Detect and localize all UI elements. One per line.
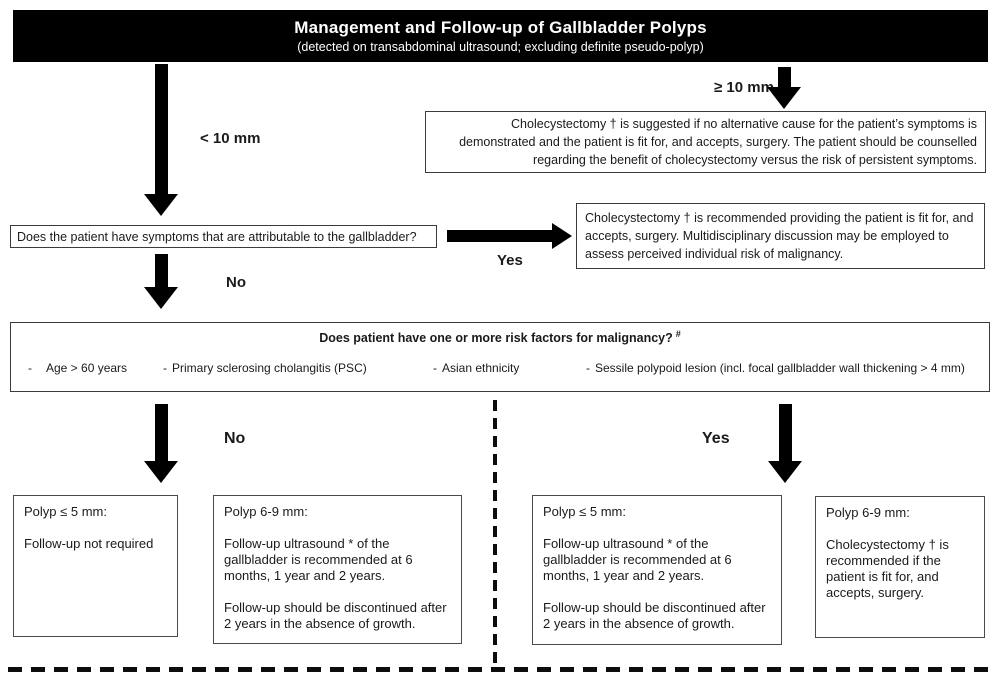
arrow-head xyxy=(144,461,178,483)
no-down-arrow-icon xyxy=(144,254,178,309)
bullet-dash: - xyxy=(433,361,437,375)
lt10-label: < 10 mm xyxy=(200,130,261,147)
lt10-down-arrow-icon xyxy=(144,64,178,216)
risk-factors-box xyxy=(10,322,990,392)
no-risk-down-arrow-icon xyxy=(144,404,178,483)
outcome-box-yes-polyp-le5 xyxy=(532,495,782,645)
outcome-text: Follow-up should be discontinued after 2 years in the absence of growth. xyxy=(224,600,447,631)
yes-symptoms-label: Yes xyxy=(497,252,523,269)
outcome-title: Polyp ≤ 5 mm: xyxy=(543,504,626,519)
risk-factor-item xyxy=(433,361,519,375)
title-banner xyxy=(13,10,988,62)
outcome-box-yes-polyp-6-9 xyxy=(815,496,985,638)
outcome-text: Follow-up should be discontinued after 2 years in the absence of growth. xyxy=(543,600,766,631)
arrow-head xyxy=(144,287,178,309)
outcome-text: Cholecystectomy † is recommended if the patient is fit for, and accepts, surgery. xyxy=(826,537,949,600)
outcome-text: Follow-up ultrasound * of the gallbladder is recommended at 6 months, 1 year and 2 years. xyxy=(543,536,732,583)
arrow-head xyxy=(768,461,802,483)
bullet-dash: - xyxy=(163,361,167,375)
bullet-dash: - xyxy=(28,361,32,375)
page-title: Management and Follow-up of Gallbladder Polyps xyxy=(294,18,707,37)
outcome-title: Polyp ≤ 5 mm: xyxy=(24,504,107,519)
no-risk-label: No xyxy=(224,430,246,447)
arrow-shaft xyxy=(155,64,168,194)
arrow-head xyxy=(767,87,801,109)
no-symptoms-label: No xyxy=(226,274,246,291)
risk-factor-label: Primary sclerosing cholangitis (PSC) xyxy=(172,361,367,375)
page-subtitle: (detected on transabdominal ultrasound; excluding definite pseudo-polyp) xyxy=(297,40,704,54)
outcome-text: Follow-up not required xyxy=(24,536,154,551)
outcome-title: Polyp 6-9 mm: xyxy=(224,504,308,519)
risk-question-text: Does patient have one or more risk factors for malignancy? xyxy=(319,331,673,346)
risk-question-marker: # xyxy=(675,329,681,339)
arrow-shaft xyxy=(447,230,552,242)
arrow-head xyxy=(144,194,178,216)
horizontal-dashed-divider xyxy=(8,667,995,672)
risk-factor-item xyxy=(28,361,127,375)
arrow-shaft xyxy=(778,67,791,87)
risk-factor-item xyxy=(586,361,965,375)
yes-risk-down-arrow-icon xyxy=(768,404,802,483)
cholecystectomy-recommended-box: Cholecystectomy † is recommended providing the patient is fit for, and accepts, surgery. Multidisciplinary discussion may be employed to assess perceived individual risk of malignancy. xyxy=(576,203,985,269)
cholecystectomy-suggested-box: Cholecystectomy † is suggested if no alternative cause for the patient’s symptoms is demonstrated and the patient is fit for, and accepts, surgery. The patient should be counselled regarding the benefit of cholecystectomy versus the risk of persistent symptoms. xyxy=(425,111,986,173)
arrow-shaft xyxy=(155,404,168,461)
risk-factor-label: Sessile polypoid lesion (incl. focal gallbladder wall thickening > 4 mm) xyxy=(595,361,965,375)
vertical-dashed-divider xyxy=(493,400,497,668)
ge10-label: ≥ 10 mm xyxy=(714,79,774,96)
symptoms-question-box: Does the patient have symptoms that are attributable to the gallbladder? xyxy=(10,225,437,248)
arrow-shaft xyxy=(155,254,168,287)
bullet-dash: - xyxy=(586,361,590,375)
arrow-shaft xyxy=(779,404,792,461)
arrow-head xyxy=(552,223,572,249)
risk-factor-item xyxy=(163,361,367,375)
outcome-box-no-polyp-le5 xyxy=(13,495,178,637)
outcome-box-no-polyp-6-9 xyxy=(213,495,462,644)
risk-factor-label: Asian ethnicity xyxy=(442,361,520,375)
risk-factor-label: Age > 60 years xyxy=(46,361,128,375)
risk-question xyxy=(11,329,989,345)
outcome-text: Follow-up ultrasound * of the gallbladder is recommended at 6 months, 1 year and 2 years. xyxy=(224,536,413,583)
outcome-title: Polyp 6-9 mm: xyxy=(826,505,910,520)
ge10-down-arrow-icon xyxy=(767,67,801,109)
yes-right-arrow-icon xyxy=(447,223,572,249)
yes-risk-label: Yes xyxy=(702,430,730,447)
